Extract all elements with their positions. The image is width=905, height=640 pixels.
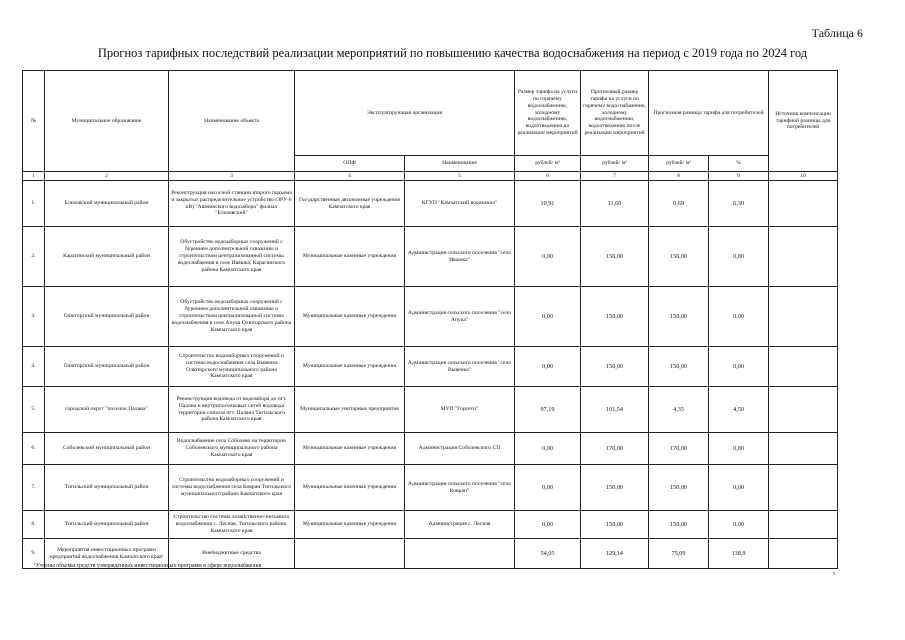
- row-tariff-before: 0,00: [515, 227, 581, 287]
- row-pct: 6,30: [709, 181, 769, 227]
- row-opf: [295, 539, 405, 569]
- row-number: 9.: [23, 539, 45, 569]
- table-row: [23, 287, 838, 347]
- row-compensation: [769, 387, 838, 433]
- row-object: Реконструкция водовода от водозабора до пгт. Палана и внутрипоселковых сетей водовода территории совхоза пгт. Палана Тигильского района Камчатского края: [169, 387, 295, 433]
- row-tariff-after: 150,00: [581, 347, 649, 387]
- row-pct: 0,00: [709, 433, 769, 465]
- row-diff: 150,00: [649, 347, 709, 387]
- col-number: 7: [581, 172, 649, 181]
- row-opf: Муниципальные казенные учреждения: [295, 227, 405, 287]
- header-compensation: Источник компенсации тарифной разницы для потребителей: [769, 71, 838, 172]
- row-number: 7.: [23, 465, 45, 511]
- row-number: 5.: [23, 387, 45, 433]
- row-compensation: [769, 347, 838, 387]
- row-org: Администрация сельского поселения "село Вывенка": [405, 347, 515, 387]
- row-pct: 0,00: [709, 511, 769, 539]
- row-org: КГУП "Камчатский водоканал": [405, 181, 515, 227]
- row-pct: 138,9: [709, 539, 769, 569]
- row-tariff-before: 0,00: [515, 465, 581, 511]
- row-tariff-before: 0,00: [515, 287, 581, 347]
- row-org: Администрация сельского поселения "село Ковран": [405, 465, 515, 511]
- row-tariff-after: 150,00: [581, 465, 649, 511]
- row-tariff-before: 10,91: [515, 181, 581, 227]
- table-row: [23, 347, 838, 387]
- row-object: Обустройство водозаборных сооружений с бурением дополнительной скважины и строительством централизованной системы водоснабжения в селе Ивашка, Карагинского района Камчатского края: [169, 227, 295, 287]
- table-row: [23, 433, 838, 465]
- row-diff: 4,35: [649, 387, 709, 433]
- row-opf: Муниципальные казенные учреждения: [295, 465, 405, 511]
- header-municipality: Муниципальное образование: [45, 71, 169, 172]
- row-object: Строительство водозаборных сооружений и системы водоснабжения села Вывенка Олюторского муниципального района Камчатского края: [169, 347, 295, 387]
- row-municipality: Тигильский муниципальный район: [45, 465, 169, 511]
- row-municipality: Елизовский муниципальный район: [45, 181, 169, 227]
- table-row: [23, 181, 838, 227]
- row-number: 3.: [23, 287, 45, 347]
- row-tariff-before: 0,00: [515, 511, 581, 539]
- table-row: [23, 511, 838, 539]
- row-municipality: Олюторский муниципальный район: [45, 347, 169, 387]
- col-number: 8: [649, 172, 709, 181]
- row-org: МУП "Горсети": [405, 387, 515, 433]
- col-number: 9: [709, 172, 769, 181]
- col-number: 3: [169, 172, 295, 181]
- row-object: Реконструкция насосной станции второго подъема и закрытых распределительное устройство (ЗРУ-6 кВ) "Авачинского водозабора" филиал "Елизовский": [169, 181, 295, 227]
- footnote: ¹Учтены объемы средств утвержденных инвестиционных программ в сфере водоснабжения: [34, 563, 262, 569]
- table-row: [23, 387, 838, 433]
- row-opf: Муниципальные унитарные предприятия: [295, 387, 405, 433]
- header-operator: Эксплуатирующая организация: [295, 71, 515, 156]
- row-number: 1.: [23, 181, 45, 227]
- row-municipality: Карагинский муниципальный район: [45, 227, 169, 287]
- row-number: 2.: [23, 227, 45, 287]
- row-tariff-after: 150,00: [581, 287, 649, 347]
- row-diff: 150,00: [649, 287, 709, 347]
- row-number: 8.: [23, 511, 45, 539]
- header-org-name: Наименование: [405, 156, 515, 172]
- header-object: Наименование объекта: [169, 71, 295, 172]
- row-pct: 0,00: [709, 287, 769, 347]
- row-compensation: [769, 539, 838, 569]
- row-diff: 0,69: [649, 181, 709, 227]
- row-diff: 150,00: [649, 511, 709, 539]
- col-number: 6: [515, 172, 581, 181]
- row-object: Строительство системы хозяйственно-питьевого водоснабжения с. Лесная, Тигильского района, Камчатского края: [169, 511, 295, 539]
- header-diff: Прогнозная разница тарифа для потребителей: [649, 71, 769, 156]
- row-tariff-after: 150,00: [581, 227, 649, 287]
- row-opf: Муниципальные казенные учреждения: [295, 433, 405, 465]
- column-number-row: [23, 172, 838, 181]
- row-org: Администрация сельского поселения "село Ивашка": [405, 227, 515, 287]
- row-opf: Государственные автономные учреждения Камчатского края: [295, 181, 405, 227]
- row-municipality: городской округ "поселок Палана": [45, 387, 169, 433]
- row-tariff-before: 0,00: [515, 347, 581, 387]
- row-pct: 0,00: [709, 347, 769, 387]
- row-pct: 0,00: [709, 227, 769, 287]
- header-opf: ОПФ: [295, 156, 405, 172]
- row-tariff-after: 129,14: [581, 539, 649, 569]
- row-municipality: Мероприятия инвестиционных программ предприятий водоснабжения Камчатского края¹: [45, 539, 169, 569]
- row-tariff-after: 101,54: [581, 387, 649, 433]
- row-object: Внебюджетные средства: [169, 539, 295, 569]
- row-opf: Муниципальные казенные учреждения: [295, 287, 405, 347]
- header-unit-diff: рублей/ м³: [649, 156, 709, 172]
- row-diff: 150,00: [649, 227, 709, 287]
- row-tariff-after: 150,00: [581, 511, 649, 539]
- col-number: 2: [45, 172, 169, 181]
- row-object: Обустройство водозаборных сооружений с бурением дополнительной скважины и строительством централизованной системы водоснабжения в селе Апука Олюторского района Камчатского края: [169, 287, 295, 347]
- row-municipality: Тигильский муниципальный район: [45, 511, 169, 539]
- row-municipality: Соболевский муниципальный район: [45, 433, 169, 465]
- row-org: Администрация Соболевского СП: [405, 433, 515, 465]
- row-opf: Муниципальные казенные учреждения: [295, 347, 405, 387]
- row-org: Администрация сельского поселения "село Апука": [405, 287, 515, 347]
- row-org: [405, 539, 515, 569]
- header-unit-before: рублей/ м³: [515, 156, 581, 172]
- col-number: 10: [769, 172, 838, 181]
- row-pct: 4,50: [709, 387, 769, 433]
- row-compensation: [769, 227, 838, 287]
- row-number: 6.: [23, 433, 45, 465]
- table-number: Таблица 6: [811, 26, 863, 40]
- table-row: [23, 465, 838, 511]
- header-tariff-before: Размер тарифа на услуги по горячему водоснабжению, холодному водоснабжению, водоотведению до реализации мероприятий: [515, 71, 581, 156]
- row-tariff-before: 0,00: [515, 433, 581, 465]
- header-tariff-after: Прогнозный размер тарифа на услуги по горячему водоснабжению, холодному водоснабжению, водоотведению после реализации мероприятий: [581, 71, 649, 156]
- row-tariff-after: 170,00: [581, 433, 649, 465]
- row-opf: Муниципальные казенные учреждения: [295, 511, 405, 539]
- row-tariff-after: 11,60: [581, 181, 649, 227]
- row-tariff-before: 54,05: [515, 539, 581, 569]
- row-object: Строительство водозаборных сооружений и системы водоснабжения села Ковран Тигильского муниципального района Камчатского края: [169, 465, 295, 511]
- header-unit-after: рублей/ м³: [581, 156, 649, 172]
- row-diff: 150,00: [649, 465, 709, 511]
- table-row: [23, 227, 838, 287]
- row-object: Водоснабжение села Соболево на территории Соболевского муниципального района Камчатского края: [169, 433, 295, 465]
- tariff-forecast-table: [22, 70, 838, 569]
- row-org: Администрация с. Лесная: [405, 511, 515, 539]
- row-municipality: Олюторский муниципальный район: [45, 287, 169, 347]
- row-compensation: [769, 181, 838, 227]
- row-tariff-before: 97,19: [515, 387, 581, 433]
- row-compensation: [769, 511, 838, 539]
- col-number: 5: [405, 172, 515, 181]
- row-diff: 170,00: [649, 433, 709, 465]
- col-number: 4: [295, 172, 405, 181]
- page-mark: ⁹: [832, 572, 835, 578]
- col-number: 1: [23, 172, 45, 181]
- header-num: №: [23, 71, 45, 172]
- row-compensation: [769, 287, 838, 347]
- row-diff: 75,09: [649, 539, 709, 569]
- row-compensation: [769, 465, 838, 511]
- row-pct: 0,00: [709, 465, 769, 511]
- row-compensation: [769, 433, 838, 465]
- header-unit-pct: %: [709, 156, 769, 172]
- document-title: Прогноз тарифных последствий реализации мероприятий по повышению качества водоснабжения на период с 2019 года по 2024 год: [97, 46, 808, 60]
- row-number: 4.: [23, 347, 45, 387]
